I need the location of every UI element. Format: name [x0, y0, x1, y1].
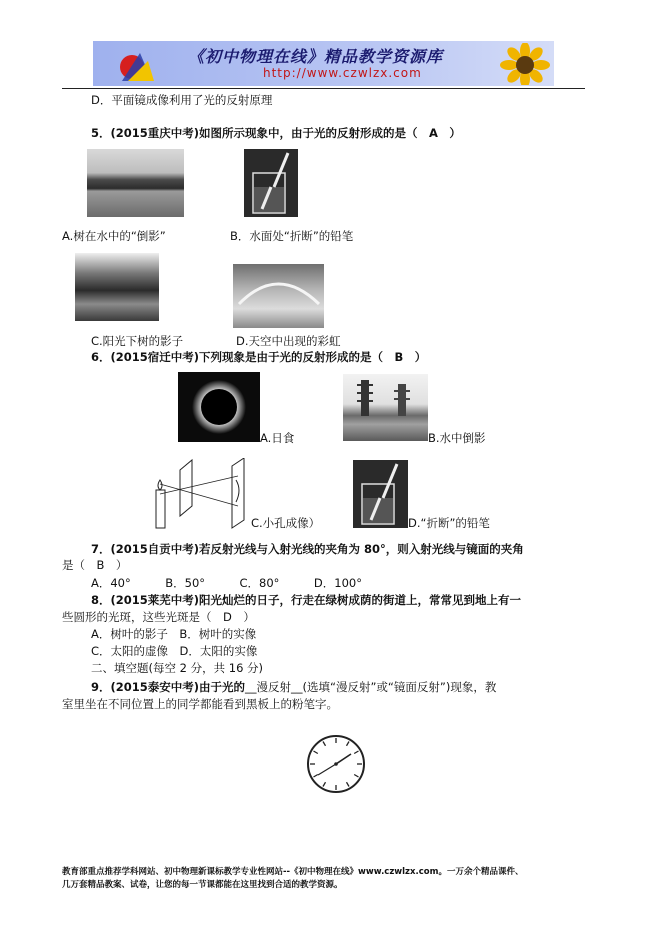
question-6: 6．(2015宿迁中考)下列现象是由于光的反射形成的是（ B ） [91, 350, 427, 364]
q5-option-c: C.阳光下树的影子 [91, 334, 184, 348]
q9-answer: __漫反射__ [245, 680, 303, 694]
q5-option-d: D.天空中出现的彩虹 [236, 334, 341, 348]
q6-option-c: C.小孔成像） [251, 516, 321, 530]
section-2-heading: 二、填空题(每空 2 分，共 16 分) [91, 661, 264, 675]
banner-url[interactable]: http://www.czwlzx.com [263, 66, 422, 80]
q6-option-b: B.水中倒影 [428, 431, 486, 445]
header-rule [62, 88, 585, 89]
clock-diagram [305, 733, 367, 795]
site-banner [93, 41, 554, 86]
solar-eclipse-photo [178, 372, 260, 442]
pinhole-camera-diagram [152, 458, 252, 530]
question-9-line1 [91, 680, 496, 694]
q6-option-a: A.日食 [260, 431, 295, 445]
question-8-line1: 8．(2015莱芜中考)阳光灿烂的日子，行走在绿树成荫的街道上，常常见到地上有一 [91, 593, 522, 607]
footer-line-2: 几万套精品教案、试卷，让您的每一节课都能在这里找到合适的教学资源。 [62, 880, 343, 890]
q9-suffix: (选填“漫反射”或“镜面反射”)现象，教 [302, 680, 497, 694]
q6-option-d: D.“折断”的铅笔 [408, 516, 490, 530]
tree-shadow-photo [75, 253, 159, 321]
question-8-options-cd: C．太阳的虚像 D．太阳的实像 [91, 644, 258, 658]
option-d-previous: D．平面镜成像利用了光的反射原理 [91, 93, 273, 107]
pencil-in-glass-photo [244, 149, 298, 217]
lake-reflection-photo [87, 149, 184, 217]
q5-option-a: A.树在水中的“倒影” [62, 229, 166, 243]
sunflower-icon [497, 43, 553, 85]
q5-option-b: B．水面处“折断”的铅笔 [230, 229, 354, 243]
q9-prefix: 9．(2015泰安中考)由于光的 [91, 680, 246, 694]
footer-line-1: 教育部重点推荐学科网站、初中物理新课标教学专业性网站--《初中物理在线》www.czwlzx.com。一万余个精品课件、 [62, 867, 524, 877]
question-7-line2: 是（ B ） [62, 558, 128, 572]
question-7-options: A．40° B．50° C．80° D．100° [91, 576, 362, 590]
broken-pencil-photo [353, 460, 408, 528]
question-7-line1: 7．(2015自贡中考)若反射光线与入射光线的夹角为 80°，则入射光线与镜面的夹角 [91, 542, 524, 556]
question-8-options-ab: A．树叶的影子 B．树叶的实像 [91, 627, 257, 641]
question-5: 5．(2015重庆中考)如图所示现象中，由于光的反射形成的是（ A ） [91, 126, 461, 140]
question-9-line2: 室里坐在不同位置上的同学都能看到黑板上的粉笔字。 [62, 697, 338, 711]
question-8-line2: 些圆形的光斑，这些光斑是（ D ） [62, 610, 255, 624]
rainbow-photo [233, 264, 324, 328]
pagoda-reflection-photo [343, 374, 428, 441]
banner-title: 《初中物理在线》精品教学资源库 [188, 47, 444, 66]
site-logo-icon [118, 47, 156, 83]
